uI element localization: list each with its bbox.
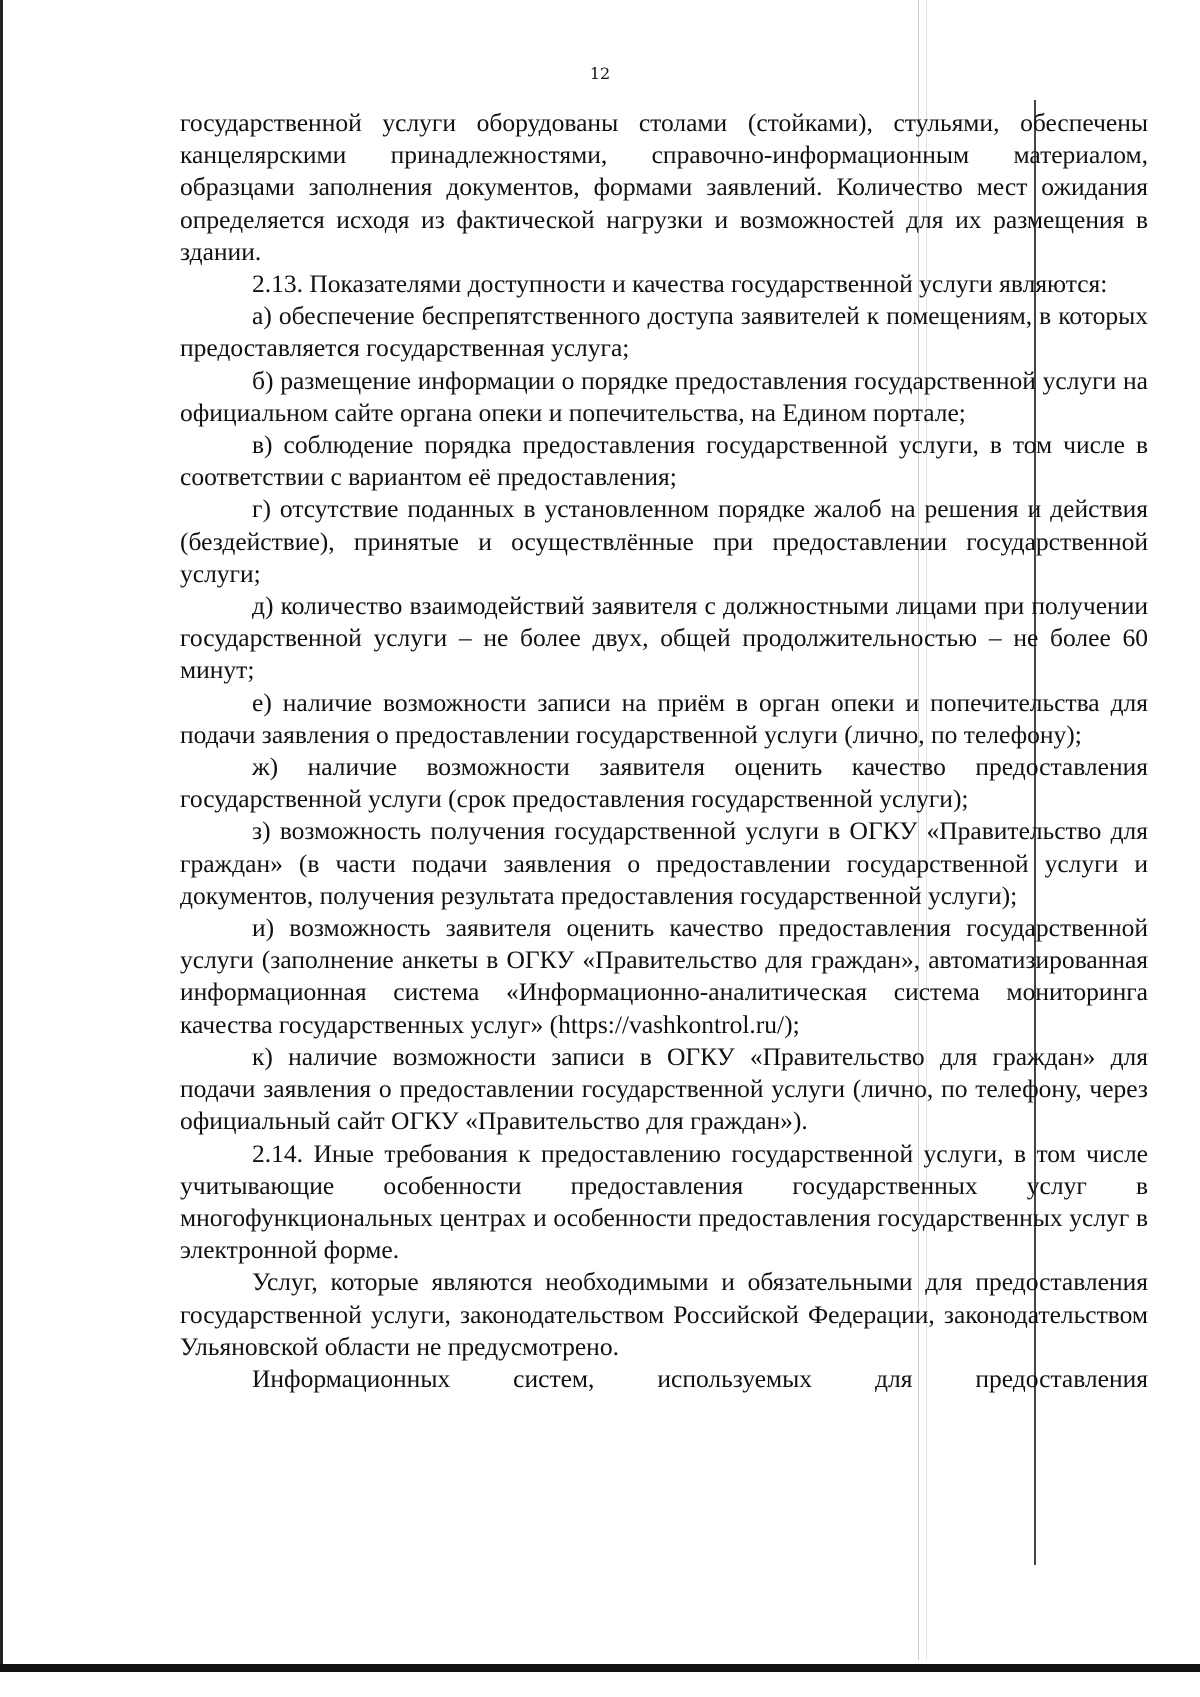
list-item-a: а) обеспечение беспрепятственного доступа заявителей к помещениям, в которых предоставляется государственная услуга; xyxy=(180,301,1148,363)
list-item-d: д) количество взаимодействий заявителя с должностными лицами при получении государственной услуги – не более двух, общей продолжительностью – не более 60 минут; xyxy=(180,591,1148,685)
paragraph-information-systems: Информационных систем, используемых для предоставления xyxy=(252,1363,1148,1393)
list-item-z: з) возможность получения государственной услуги в ОГКУ «Правительство для граждан» (в части подачи заявления о предоставлении государственной услуги и документов, получения результата предоставления государственной услуги); xyxy=(180,816,1148,910)
list-item-g: г) отсутствие поданных в установленном порядке жалоб на решения и действия (бездействие), принятые и осуществлённые при предоставлении государственной услуги; xyxy=(180,494,1148,588)
paragraph-waiting-area: государственной услуги оборудованы столами (стойками), стульями, обеспечены канцелярскими принадлежностями, справочно-информационным материалом, образцами заполнения документов, формами заявлений. Количество мест ожидания определяется исходя из фактической нагрузки и возможностей для их размещения в здании. xyxy=(180,108,1148,266)
list-item-i: и) возможность заявителя оценить качество предоставления государственной услуги (заполнение анкеты в ОГКУ «Правительство для граждан», автоматизированная информационная система «Информационно-аналитическая система мониторинга качества государственных услуг» (https://vashkontrol.ru/); xyxy=(180,913,1148,1039)
paragraph-2-14: 2.14. Иные требования к предоставлению государственной услуги, в том числе учитывающие особенности предоставления государственных услуг в многофункциональных центрах и особенности предоставления государственных услуг в электронной форме. xyxy=(180,1138,1148,1265)
list-item-zh: ж) наличие возможности заявителя оценить качество предоставления государственной услуги (срок предоставления государственной услуги); xyxy=(180,752,1148,814)
document-body xyxy=(180,107,1148,1395)
list-item-v: в) соблюдение порядка предоставления государственной услуги, в том числе в соответствии с вариантом её предоставления; xyxy=(180,430,1148,492)
paragraph-2-13: 2.13. Показателями доступности и качества государственной услуги являются: xyxy=(252,269,1108,299)
list-item-k: к) наличие возможности записи в ОГКУ «Правительство для граждан» для подачи заявления о предоставлении государственной услуги (лично, по телефону, через официальный сайт ОГКУ «Правительство для граждан»). xyxy=(180,1041,1148,1136)
paragraph-required-services: Услуг, которые являются необходимыми и обязательными для предоставления государственной услуги, законодательством Российской Федерации, законодательством Ульяновской области не предусмотрено. xyxy=(180,1267,1148,1361)
list-item-b: б) размещение информации о порядке предоставления государственной услуги на официальном сайте органа опеки и попечительства, на Едином портале; xyxy=(180,365,1148,427)
scan-bottom-edge xyxy=(0,1664,1200,1672)
scan-left-edge xyxy=(0,0,3,1672)
page-number: 12 xyxy=(589,64,611,83)
list-item-e: е) наличие возможности записи на приём в орган опеки и попечительства для подачи заявления о предоставлении государственной услуги (лично, по телефону); xyxy=(180,687,1148,749)
